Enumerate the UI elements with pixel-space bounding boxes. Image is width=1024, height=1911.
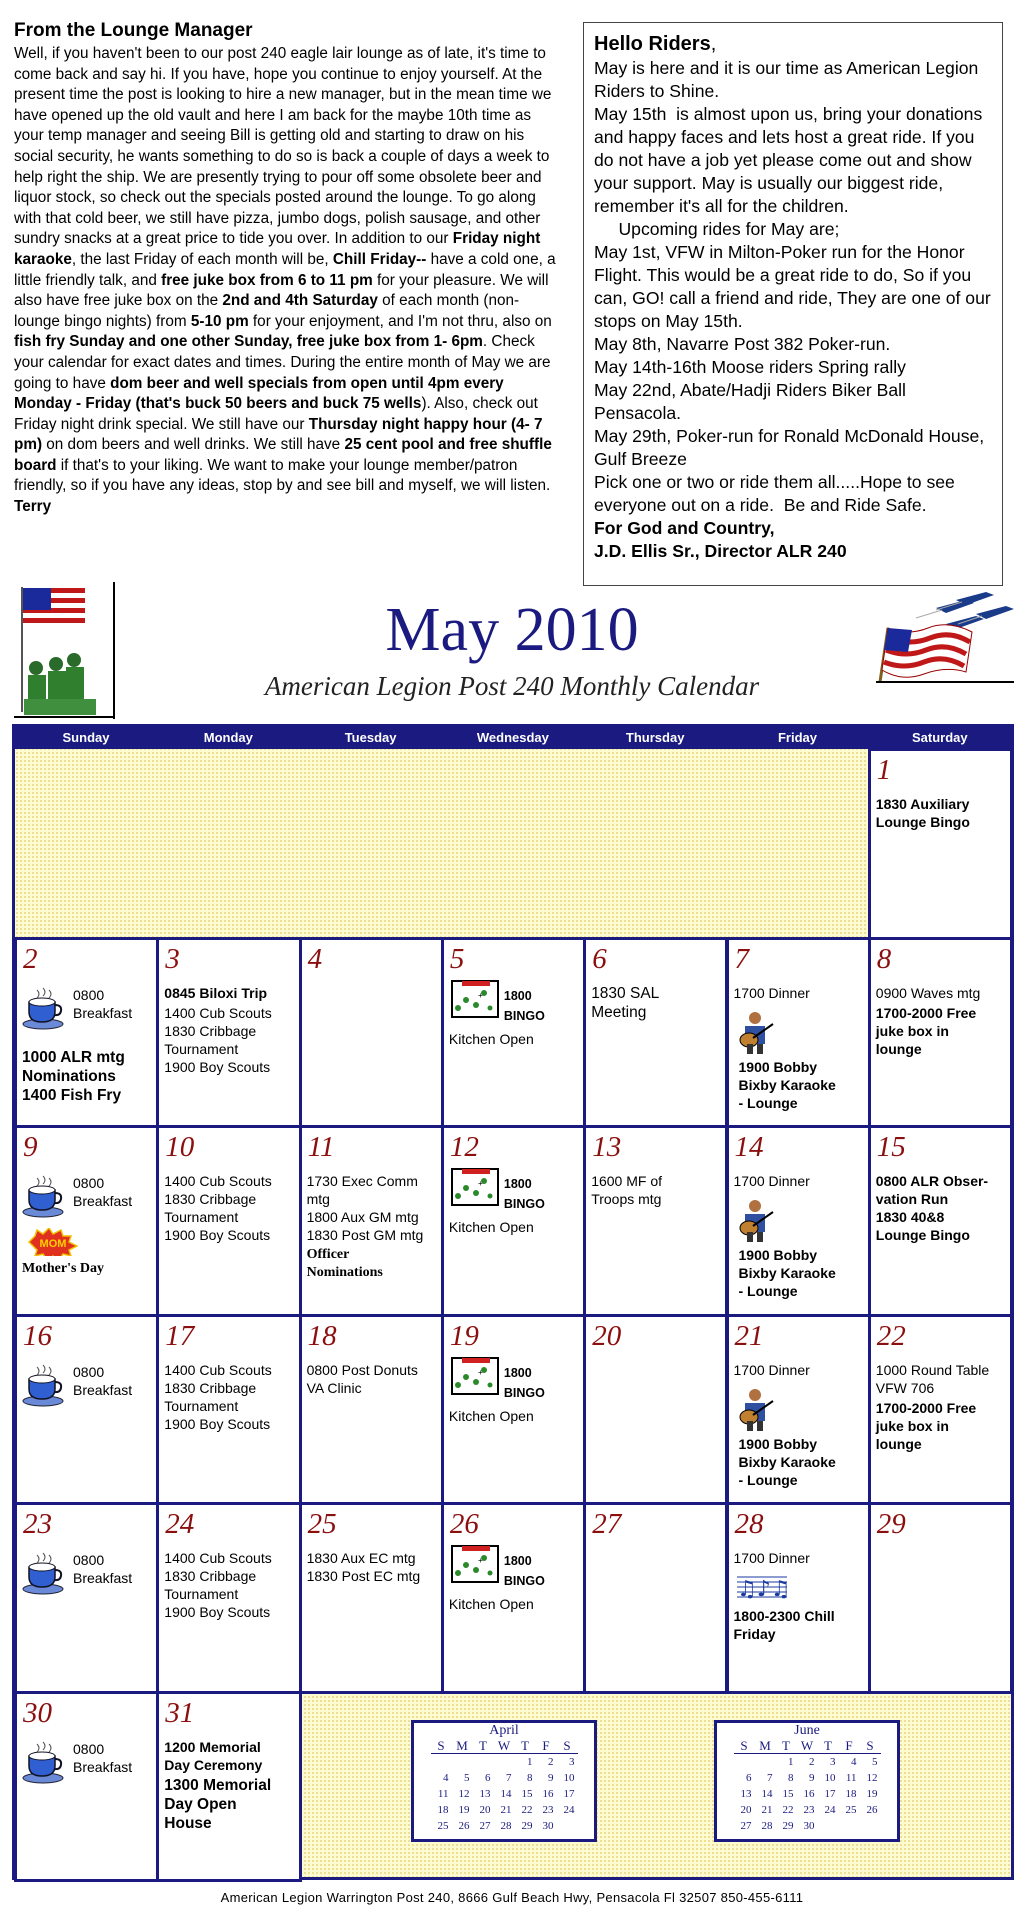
event-text: 1700 Dinner	[733, 984, 810, 1001]
mini-day: 14	[761, 1787, 773, 1800]
mom-badge-icon	[27, 1228, 79, 1260]
event-text: 0800 Breakfast	[73, 1363, 133, 1398]
event-text: 1700-2000 Free juke box in lounge	[875, 1004, 977, 1057]
mini-calendar-title: June	[794, 1722, 820, 1738]
day-cell-3	[156, 937, 301, 1129]
day-number: 28	[734, 1508, 764, 1540]
mini-day: 1	[527, 1755, 533, 1768]
mini-day	[557, 1818, 578, 1834]
mini-day	[494, 1753, 515, 1770]
day-number: 31	[165, 1696, 195, 1729]
day-cell-7	[726, 937, 871, 1129]
mini-day: 2	[548, 1755, 554, 1768]
riders-line: May is here and it is our time as American Legion Riders to Shine.	[594, 58, 984, 101]
day-cell-26	[441, 1502, 586, 1694]
lounge-text-run: for your enjoyment, and I'm not thru, also on	[248, 312, 552, 330]
mini-day: 4	[443, 1771, 449, 1784]
lounge-text-run: if that's to your liking. We want to make your lounge member/patron friendly, so if you have any ideas, stop by and see bill and myself, we will listen.	[14, 456, 551, 495]
event-text: Mother's Day	[22, 1261, 105, 1276]
mini-weekday: T	[515, 1739, 536, 1754]
riders-line: May 15th is almost upon us, bring your donations and happy faces and lets host a great ride. If you do not have a job yet please come out and show your support. May is usually our biggest ride, remember it's all for the children.	[594, 104, 988, 216]
bingo-card-icon	[448, 978, 502, 1024]
mini-day: 27	[740, 1819, 752, 1832]
event-text: 1400 Cub Scouts 1830 Cribbage Tournament 1900 Boy Scouts	[164, 1550, 272, 1620]
day-cell-20	[583, 1314, 728, 1506]
mini-day: 6	[746, 1771, 752, 1784]
mini-weekday: S	[734, 1739, 755, 1754]
event-text: 0845 Biloxi Trip	[164, 984, 268, 1001]
day-cell-15	[868, 1125, 1013, 1317]
mini-day	[431, 1753, 452, 1770]
riders-greeting-comma: ,	[710, 33, 717, 55]
riders-greeting-text: Hello Riders	[594, 33, 711, 55]
riders-line: May 14th-16th Moose riders Spring rally	[594, 357, 906, 377]
day-number: 15	[876, 1131, 906, 1163]
day-number: 6	[592, 942, 607, 975]
lounge-title: From the Lounge Manager	[14, 20, 253, 41]
event-text: 1700 Dinner	[733, 1361, 810, 1378]
lounge-text-run: 2nd and 4th Saturday	[222, 292, 378, 310]
riders-lines	[594, 57, 996, 517]
riders-box	[583, 22, 1003, 586]
event-text: Officer Nominations	[306, 1247, 383, 1280]
day-cell-16	[14, 1314, 159, 1506]
mini-day	[734, 1753, 755, 1770]
day-number: 21	[734, 1319, 764, 1352]
mini-day: 8	[527, 1771, 533, 1784]
event-text: 1800 BINGO	[503, 1365, 545, 1400]
riders-sign-1: For God and Country,	[594, 518, 775, 538]
day-number: 1	[876, 754, 892, 786]
event-text: Kitchen Open	[448, 1407, 534, 1424]
riders-greeting	[594, 31, 992, 57]
event-text: 0800 Breakfast	[73, 1175, 133, 1209]
day-cell-19	[441, 1314, 586, 1506]
svg-text:♫♪♫: ♫♪♫	[736, 1577, 789, 1601]
day-cell-30	[14, 1691, 159, 1883]
mini-day: 18	[845, 1787, 857, 1800]
mini-day	[818, 1818, 839, 1834]
event-text: 0800 Breakfast	[73, 1740, 133, 1775]
day-number: 10	[165, 1131, 195, 1163]
mini-day: 5	[872, 1755, 878, 1768]
mini-calendar-april	[411, 1720, 597, 1842]
lounge-manager-article	[14, 20, 562, 518]
day-number: 26	[449, 1508, 479, 1540]
day-number: 29	[876, 1508, 906, 1540]
music-notes-icon	[735, 1571, 789, 1605]
event-text: 1800 BINGO	[503, 988, 545, 1023]
riders-line: Pick one or two or ride them all.....Hope to see everyone out on a ride. Be and Ride Safe.	[594, 472, 960, 515]
mini-day: 3	[569, 1755, 575, 1768]
mini-day: 14	[500, 1787, 512, 1800]
lounge-text-run: . Check your calendar for exact dates and times. During the entire month of May we are going to have	[14, 333, 551, 392]
lounge-text-run: Terry	[14, 498, 52, 516]
bingo-card-icon	[448, 1355, 502, 1401]
day-number: 11	[307, 1131, 335, 1163]
event-text: 1830 SAL Meeting	[591, 984, 660, 1021]
lounge-text-run: free juke box from 6 to 11 pm	[161, 271, 373, 289]
day-number: 8	[876, 942, 892, 975]
mini-day: 21	[761, 1803, 773, 1816]
mini-day: 13	[740, 1787, 752, 1800]
coffee-cup-icon	[21, 986, 65, 1034]
mini-day: 12	[866, 1771, 878, 1784]
lounge-text-run: Well, if you haven't been to our post 240 eagle lair lounge as of late, it's time to come back and say hi. If you have, hope you continue to enjoy yourself. At the present time the post is looking to hire a new manager, but in the mean time we have opened up the old vault and here I am back for the maybe 10th time as your temp manager and seeing Bill is getting old and starting to draw on his social security, he wants something to do so is back a couple of days a week to help right the ship. We are presently trying to pour off some obsolete beer and liquor stock, so check out the specials posted around the lounge. To go along with that cold beer, we still have pizza, jumbo dogs, polish sausage, and other sundry snacks at a great price to tide you over. In addition to our	[14, 45, 552, 248]
mini-weekday: W	[797, 1739, 818, 1754]
day-number: 13	[592, 1131, 622, 1163]
svg-text:+: +	[477, 1367, 483, 1377]
coffee-cup-icon	[21, 1740, 65, 1788]
mini-day: 28	[761, 1819, 773, 1832]
day-cell-8	[868, 937, 1013, 1129]
svg-text:+: +	[477, 1179, 483, 1188]
event-text: 1900 Bobby Bixby Karaoke - Lounge	[738, 1435, 836, 1488]
mini-day: 27	[479, 1819, 491, 1832]
day-cell-29	[868, 1502, 1013, 1694]
mini-day: 7	[506, 1771, 512, 1784]
mini-day: 13	[479, 1787, 491, 1800]
mini-day: 5	[464, 1771, 470, 1784]
riders-sign-2: J.D. Ellis Sr., Director ALR 240	[594, 541, 847, 561]
guitar-player-icon	[735, 1198, 775, 1246]
event-text: 1800-2300 Chill Friday	[733, 1608, 835, 1642]
mini-weekday: T	[776, 1739, 797, 1754]
mini-day: 17	[563, 1787, 575, 1800]
day-number: 3	[165, 942, 180, 975]
mini-day: 26	[866, 1803, 878, 1816]
day-cell-9	[14, 1125, 159, 1317]
day-cell-22	[868, 1314, 1013, 1506]
mini-day: 3	[830, 1755, 836, 1768]
mini-day	[755, 1753, 776, 1770]
lounge-body	[14, 44, 562, 518]
mini-day: 4	[851, 1755, 857, 1768]
day-of-week-header	[15, 727, 1011, 749]
event-text: Kitchen Open	[448, 1596, 534, 1612]
lounge-text-run: fish fry Sunday and one other Sunday, free juke box from 1- 6pm	[14, 333, 483, 351]
mini-day: 20	[740, 1803, 752, 1816]
mini-day: 15	[521, 1787, 533, 1800]
lounge-text-run: , the last Friday of each month will be,	[71, 250, 333, 268]
day-number: 17	[165, 1319, 195, 1352]
day-cell-1	[868, 748, 1013, 940]
day-number: 30	[23, 1696, 52, 1729]
guitar-player-icon	[735, 1387, 775, 1435]
coffee-cup-icon	[21, 1174, 65, 1222]
riders-line: May 22nd, Abate/Hadji Riders Biker Ball Pensacola.	[594, 380, 911, 423]
event-text: 1400 Cub Scouts 1830 Cribbage Tournament 1900 Boy Scouts	[164, 1004, 272, 1075]
day-cell-31	[156, 1691, 301, 1883]
svg-text:+: +	[477, 990, 483, 1000]
lounge-text-run: 5-10 pm	[190, 312, 249, 330]
day-number: 24	[165, 1508, 195, 1540]
event-text: 1700-2000 Free juke box in lounge	[875, 1399, 977, 1452]
mini-day: 10	[563, 1771, 575, 1784]
event-text: 0900 Waves mtg	[875, 984, 981, 1001]
mini-day: 23	[803, 1803, 815, 1816]
event-text: 0800 ALR Obser- vation Run 1830 40&8 Lounge Bingo	[875, 1173, 989, 1243]
event-text: 0800 Breakfast	[73, 986, 133, 1021]
mini-weekday: W	[494, 1739, 515, 1754]
day-number: 4	[307, 942, 323, 975]
mini-day: 30	[803, 1819, 815, 1832]
mini-day: 18	[437, 1803, 449, 1816]
mini-day: 24	[563, 1803, 575, 1816]
day-number: 16	[23, 1319, 52, 1352]
dow-thursday: Thursday	[625, 730, 685, 745]
calendar-grid	[12, 724, 1014, 1880]
riders-line: May 29th, Poker-run for Ronald McDonald House, Gulf Breeze	[594, 426, 990, 469]
lounge-text-run: Chill Friday--	[332, 250, 427, 268]
event-text: 0800 Breakfast	[73, 1552, 133, 1586]
mini-day	[839, 1818, 860, 1834]
event-text: 1830 Aux EC mtg 1830 Post EC mtg	[306, 1550, 421, 1584]
dow-monday: Monday	[203, 730, 253, 745]
mini-day: 25	[845, 1803, 857, 1816]
day-cell-18	[299, 1314, 444, 1506]
mini-day: 30	[542, 1819, 554, 1832]
day-number: 5	[449, 942, 465, 975]
event-text: Kitchen Open	[448, 1030, 534, 1047]
lounge-text-run: Friday night karaoke	[14, 230, 541, 268]
day-cell-10	[156, 1125, 301, 1317]
mini-day: 28	[500, 1819, 512, 1832]
riders-line: May 8th, Navarre Post 382 Poker-run.	[594, 334, 891, 354]
day-cell-12	[441, 1125, 586, 1317]
mini-weekday: S	[860, 1739, 881, 1754]
mini-weekday: T	[473, 1739, 494, 1754]
dow-friday: Friday	[777, 730, 817, 745]
mini-day	[860, 1818, 881, 1834]
mini-day: 17	[824, 1787, 836, 1800]
mini-weekday: M	[755, 1739, 776, 1754]
mini-day: 19	[866, 1787, 878, 1800]
day-cell-17	[156, 1314, 301, 1506]
day-number: 22	[876, 1319, 906, 1352]
day-cell-14	[726, 1125, 871, 1317]
mini-day	[452, 1753, 473, 1770]
mini-day: 16	[542, 1787, 554, 1800]
calendar-subtitle: American Legion Post 240 Monthly Calendar	[264, 671, 760, 701]
mini-day: 1	[788, 1755, 794, 1768]
mini-day	[473, 1753, 494, 1770]
mini-day: 29	[782, 1819, 794, 1832]
mini-day: 11	[845, 1771, 857, 1784]
day-number: 23	[23, 1508, 52, 1540]
mini-day: 8	[788, 1771, 794, 1784]
day-cell-6	[583, 937, 728, 1129]
riders-line: May 1st, VFW in Milton-Poker run for the Honor Flight. This would be a great ride to do, So if you can, GO! call a friend and ride, They are one of our stops on May 15th.	[594, 242, 996, 331]
lounge-text-run: on dom beers and well drinks. We still have	[42, 436, 345, 454]
mini-day: 20	[479, 1803, 491, 1816]
day-number: 12	[449, 1131, 479, 1163]
mini-weekday: F	[839, 1739, 860, 1754]
bingo-card-icon	[448, 1543, 502, 1589]
day-number: 20	[592, 1319, 622, 1352]
svg-text:MOM: MOM	[39, 1238, 67, 1250]
mini-day: 25	[437, 1819, 449, 1832]
lounge-text-run: 25 cent pool and free shuffle board	[14, 436, 552, 474]
event-text: 1900 Bobby Bixby Karaoke - Lounge	[738, 1247, 836, 1299]
event-text: 1700 Dinner	[733, 1173, 810, 1189]
event-text: 1800 BINGO	[503, 1177, 545, 1211]
dow-wednesday: Wednesday	[476, 730, 549, 745]
mini-day: 12	[458, 1787, 470, 1800]
mini-calendar-title: April	[489, 1722, 519, 1738]
day-number: 9	[23, 1131, 38, 1163]
day-cell-4	[299, 937, 444, 1129]
event-text: 0800 Post Donuts VA Clinic	[306, 1361, 418, 1396]
guitar-player-icon	[735, 1010, 775, 1058]
dow-saturday: Saturday	[911, 730, 968, 745]
event-text: Kitchen Open	[448, 1219, 534, 1235]
event-text: 1000 Round Table VFW 706	[875, 1361, 990, 1396]
day-number: 14	[734, 1131, 764, 1163]
mini-day: 26	[458, 1819, 470, 1832]
mini-day: 9	[548, 1771, 554, 1784]
mini-weekday: S	[431, 1739, 452, 1754]
mini-day: 16	[803, 1787, 815, 1800]
lounge-text-run: Thursday night happy hour (4- 7 pm)	[14, 415, 543, 454]
mini-day: 19	[458, 1803, 470, 1816]
event-text: 1400 Cub Scouts 1830 Cribbage Tournament 1900 Boy Scouts	[164, 1173, 272, 1243]
mini-weekday: M	[452, 1739, 473, 1754]
mini-weekday: T	[818, 1739, 839, 1754]
bingo-card-icon	[448, 1166, 502, 1212]
day-number: 19	[449, 1319, 479, 1352]
day-number: 7	[734, 942, 749, 975]
day-number: 18	[307, 1319, 337, 1352]
lounge-text-run: for your pleasure. We will also have free juke box on the	[14, 271, 549, 310]
dow-sunday: Sunday	[62, 730, 110, 745]
mini-day: 15	[782, 1787, 794, 1800]
day-cell-13	[583, 1125, 728, 1317]
mini-day: 22	[782, 1803, 794, 1816]
day-cell-2	[14, 937, 159, 1129]
mini-weekday: F	[536, 1739, 557, 1754]
event-text: 1800 BINGO	[503, 1554, 545, 1588]
lounge-text-run: dom beer and well specials from open until 4pm every Monday - Friday (that's buck 50 beers and buck 75 wells	[14, 374, 504, 413]
day-cell-5	[441, 937, 586, 1129]
riders-line: Upcoming rides for May are;	[594, 219, 840, 239]
coffee-cup-icon	[21, 1551, 65, 1599]
mini-day: 2	[809, 1755, 815, 1768]
mini-calendar-june	[714, 1720, 900, 1842]
lounge-text-run: ). Also, check out Friday night drink special. We still have our	[14, 395, 538, 433]
mini-day: 21	[500, 1803, 512, 1816]
day-cell-23	[14, 1502, 159, 1694]
lounge-text-run: have a cold one, a little friendly talk, and	[14, 250, 556, 289]
day-cell-11	[299, 1125, 444, 1317]
day-number: 2	[23, 942, 38, 975]
mini-day: 24	[824, 1803, 836, 1816]
footer-address: American Legion Warrington Post 240, 8666 Gulf Beach Hwy, Pensacola Fl 32507 850-455-6111	[220, 1890, 804, 1905]
event-text: 1000 ALR mtg Nominations 1400 Fish Fry	[22, 1048, 125, 1104]
day-number: 25	[307, 1508, 337, 1540]
mini-day: 22	[521, 1803, 533, 1816]
svg-text:+: +	[477, 1556, 483, 1565]
coffee-cup-icon	[21, 1363, 65, 1411]
mini-weekday: S	[557, 1739, 578, 1754]
day-cell-21	[726, 1314, 871, 1506]
mini-day: 9	[809, 1771, 815, 1784]
mini-day: 11	[437, 1787, 449, 1800]
day-cell-25	[299, 1502, 444, 1694]
lounge-text-run: of each month (non-lounge bingo nights) from	[14, 292, 520, 330]
mini-day: 10	[824, 1771, 836, 1784]
mini-day: 6	[485, 1771, 491, 1784]
event-text: 1200 Memorial Day Ceremony	[164, 1738, 263, 1773]
mini-day: 29	[521, 1819, 533, 1832]
dow-tuesday: Tuesday	[344, 730, 397, 745]
month-title: May 2010	[385, 596, 639, 664]
day-cell-28	[726, 1502, 871, 1694]
event-text: 1700 Dinner	[733, 1550, 810, 1566]
day-number: 27	[592, 1508, 622, 1540]
mini-day: 23	[542, 1803, 554, 1816]
event-text: 1400 Cub Scouts 1830 Cribbage Tournament 1900 Boy Scouts	[164, 1361, 272, 1432]
event-text: 1600 MF of Troops mtg	[591, 1173, 663, 1207]
event-text: 1900 Bobby Bixby Karaoke - Lounge	[738, 1058, 836, 1111]
day-cell-24	[156, 1502, 301, 1694]
event-text: 1830 Auxiliary Lounge Bingo	[875, 796, 970, 830]
mini-day: 7	[767, 1771, 773, 1784]
event-text: 1300 Memorial Day Open House	[164, 1776, 272, 1832]
day-cell-27	[583, 1502, 728, 1694]
event-text: 1730 Exec Comm mtg 1800 Aux GM mtg 1830 Post GM mtg	[306, 1173, 424, 1243]
